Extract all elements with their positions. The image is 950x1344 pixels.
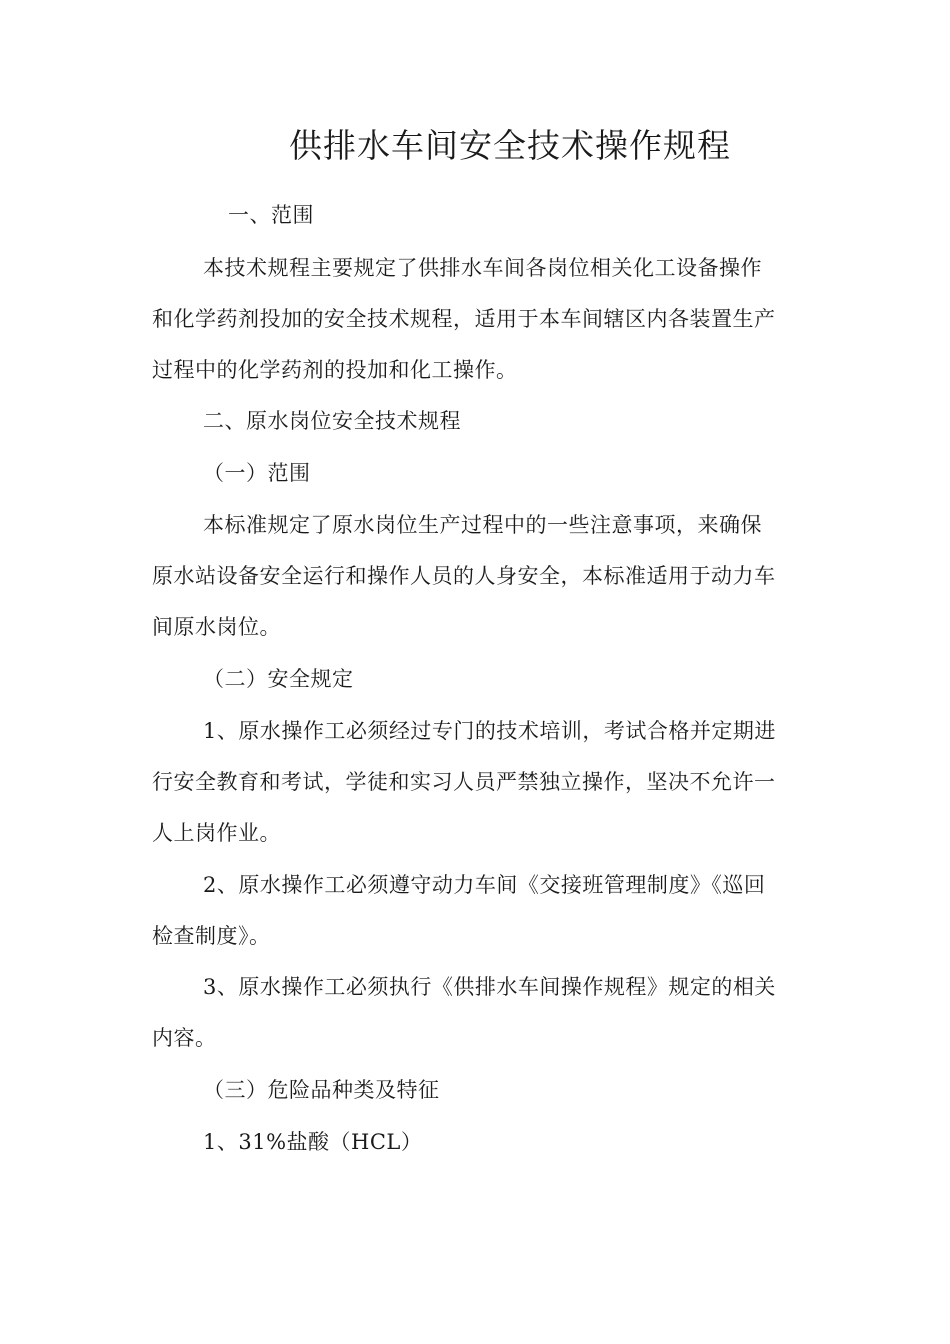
subsection-heading-hazards: （三）危险品种类及特征 — [203, 1078, 440, 1102]
paragraph-line: 人上岗作业。 — [152, 821, 281, 845]
paragraph-line: 本标准规定了原水岗位生产过程中的一些注意事项，来确保 — [203, 513, 762, 537]
document-title: 供排水车间安全技术操作规程 — [289, 126, 731, 165]
paragraph-line: 本技术规程主要规定了供排水车间各岗位相关化工设备操作 — [203, 256, 762, 280]
paragraph-line: 行安全教育和考试，学徒和实习人员严禁独立操作，坚决不允许一 — [152, 770, 776, 794]
paragraph-line: 内容。 — [152, 1026, 217, 1050]
paragraph-line: 和化学药剂投加的安全技术规程，适用于本车间辖区内各装置生产 — [152, 307, 776, 331]
paragraph-line: 过程中的化学药剂的投加和化工操作。 — [152, 358, 518, 382]
paragraph-line: 3、原水操作工必须执行《供排水车间操作规程》规定的相关 — [203, 975, 776, 999]
paragraph-line: 间原水岗位。 — [152, 615, 281, 639]
section-heading-raw-water: 二、原水岗位安全技术规程 — [203, 409, 461, 433]
list-item: 1、31%盐酸（HCL） — [203, 1130, 423, 1154]
subsection-heading-scope: （一）范围 — [203, 461, 311, 485]
paragraph-line: 1、原水操作工必须经过专门的技术培训，考试合格并定期进 — [203, 719, 776, 743]
section-heading-scope: 一、范围 — [228, 203, 314, 227]
paragraph-line: 检查制度》。 — [152, 924, 271, 948]
paragraph-line: 2、原水操作工必须遵守动力车间《交接班管理制度》《巡回 — [203, 873, 766, 897]
subsection-heading-safety: （二）安全规定 — [203, 667, 354, 691]
paragraph-line: 原水站设备安全运行和操作人员的人身安全，本标准适用于动力车 — [152, 564, 776, 588]
